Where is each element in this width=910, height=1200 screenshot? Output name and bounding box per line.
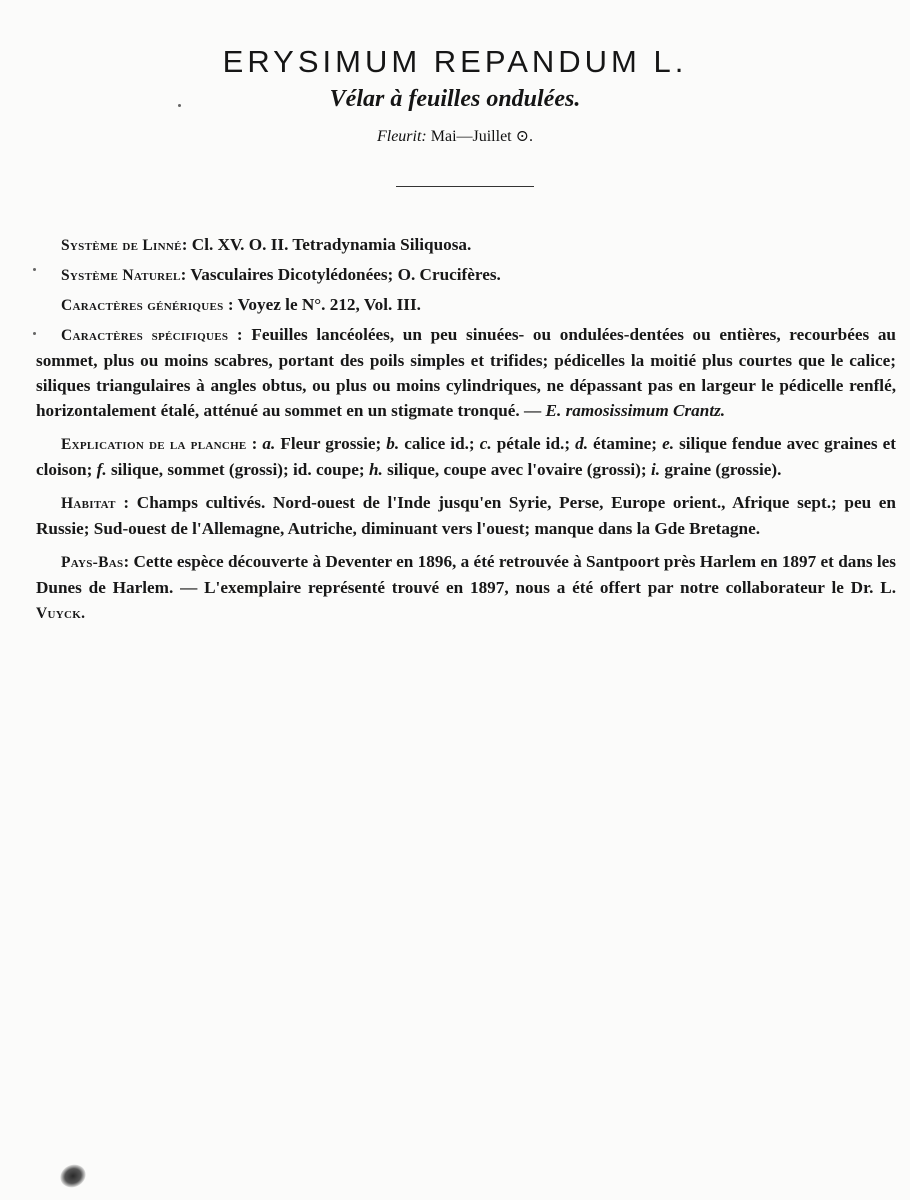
- figure-letter: f.: [96, 460, 107, 479]
- description-body: [36, 232, 896, 634]
- section-explication: Explication de la planche : a. Fleur grossie; b. calice id.; c. pétale id.; d. étamine; e. silique fendue avec graines et cloison; f. silique, sommet (grossi); id. coupe; h. silique, coupe avec l'ovaire (grossi); i. graine (grossie).: [36, 434, 896, 479]
- section-text: Cette espèce découverte à Deventer en 1896, a été retrouvée à Santpoort près Harlem en 1897 et dans les Dunes de Harlem. — L'exemplaire représenté trouvé en 1897, nous a été offert par notre collaborateur le Dr. L.: [36, 552, 896, 597]
- synonym-text: E. ramosissimum Crantz.: [545, 401, 726, 420]
- figure-letter: a.: [262, 434, 276, 453]
- figure-letter: b.: [386, 434, 400, 453]
- flowering-label: Fleurit:: [376, 128, 427, 145]
- section-label: Explication de la planche: [61, 436, 247, 453]
- section-generiques: Caractères génériques : Voyez le N°. 212, Vol. III.: [61, 295, 421, 314]
- section-label: Système de Linné: [61, 237, 182, 254]
- section-label: Pays-Bas: [61, 554, 124, 571]
- section-text: Feuilles lancéolées, un peu sinuées- ou ondulées-dentées ou entières, recourbées au sommet, plus ou moins scabres, portant des poils simples et trifides; pédicelles la moitié plus courtes que le calice; siliques triangulaires à angles obtus, ou plus ou moins cylindriques, ne dépassant pas en largeur le pédicelle renflé, horizontalement étalé, atténué au sommet en un stigmate tronqué. —: [36, 325, 896, 420]
- figure-letter: c.: [479, 434, 492, 453]
- print-speck: [33, 332, 36, 335]
- figure-letter: i.: [650, 460, 661, 479]
- flowering-line: [0, 126, 910, 146]
- section-text: Cl. XV. O. II. Tetradynamia Siliquosa.: [191, 235, 472, 254]
- section-label: Habitat: [61, 495, 116, 512]
- figure-letter: h.: [368, 460, 383, 479]
- common-name-subtitle: Vélar à feuilles ondulées.: [329, 86, 581, 112]
- section-text: Vasculaires Dicotylédonées; O. Crucifères.: [190, 265, 501, 284]
- section-label: Caractères génériques: [61, 297, 224, 314]
- collaborator-name: Vuyck.: [36, 605, 86, 622]
- section-label: Caractères spécifiques: [61, 327, 229, 344]
- species-title: ERYSIMUM REPANDUM L.: [222, 44, 688, 79]
- section-naturel: Système Naturel: Vasculaires Dicotylédonées; O. Crucifères.: [61, 265, 501, 284]
- section-text: Champs cultivés. Nord-ouest de l'Inde jusqu'en Syrie, Perse, Europe orient., Afrique sept.; peu en Russie; Sud-ouest de l'Allemagne, Autriche, diminuant vers l'ouest; manque dans la Gde Bretagne.: [36, 493, 896, 538]
- section-text: Voyez le N°. 212, Vol. III.: [237, 295, 421, 314]
- separator-rule: [396, 186, 534, 187]
- figure-letter: e.: [662, 434, 675, 453]
- print-speck: [33, 268, 36, 271]
- section-specifiques: Caractères spécifiques : Feuilles lancéolées, un peu sinuées- ou ondulées-dentées ou entières, recourbées au sommet, plus ou moins scabres, portant des poils simples et trifides; pédicelles la moitié plus courtes que le calice; siliques triangulaires à angles obtus, ou plus ou moins cylindriques, ne dépassant pas en largeur le pédicelle renflé, horizontalement étalé, atténué au sommet en un stigmate tronqué. — E. ramosissimum Crantz.: [36, 325, 896, 420]
- section-label: Système Naturel: [61, 267, 181, 284]
- flowering-value: Mai—Juillet ⊙.: [430, 128, 534, 145]
- figure-letter: d.: [575, 434, 588, 453]
- section-pays-bas: Pays-Bas: Cette espèce découverte à Deventer en 1896, a été retrouvée à Santpoort près Harlem en 1897 et dans les Dunes de Harlem. — L'exemplaire représenté trouvé en 1897, nous a été offert par notre collaborateur le Dr. L. Vuyck.: [36, 552, 896, 622]
- ink-smudge: [57, 1161, 90, 1192]
- section-linne: Système de Linné: Cl. XV. O. II. Tetradynamia Siliquosa.: [61, 235, 472, 254]
- print-speck: [178, 104, 181, 107]
- section-habitat: Habitat : Champs cultivés. Nord-ouest de l'Inde jusqu'en Syrie, Perse, Europe orient., Afrique sept.; peu en Russie; Sud-ouest de l'Allemagne, Autriche, diminuant vers l'ouest; manque dans la Gde Bretagne.: [36, 493, 896, 538]
